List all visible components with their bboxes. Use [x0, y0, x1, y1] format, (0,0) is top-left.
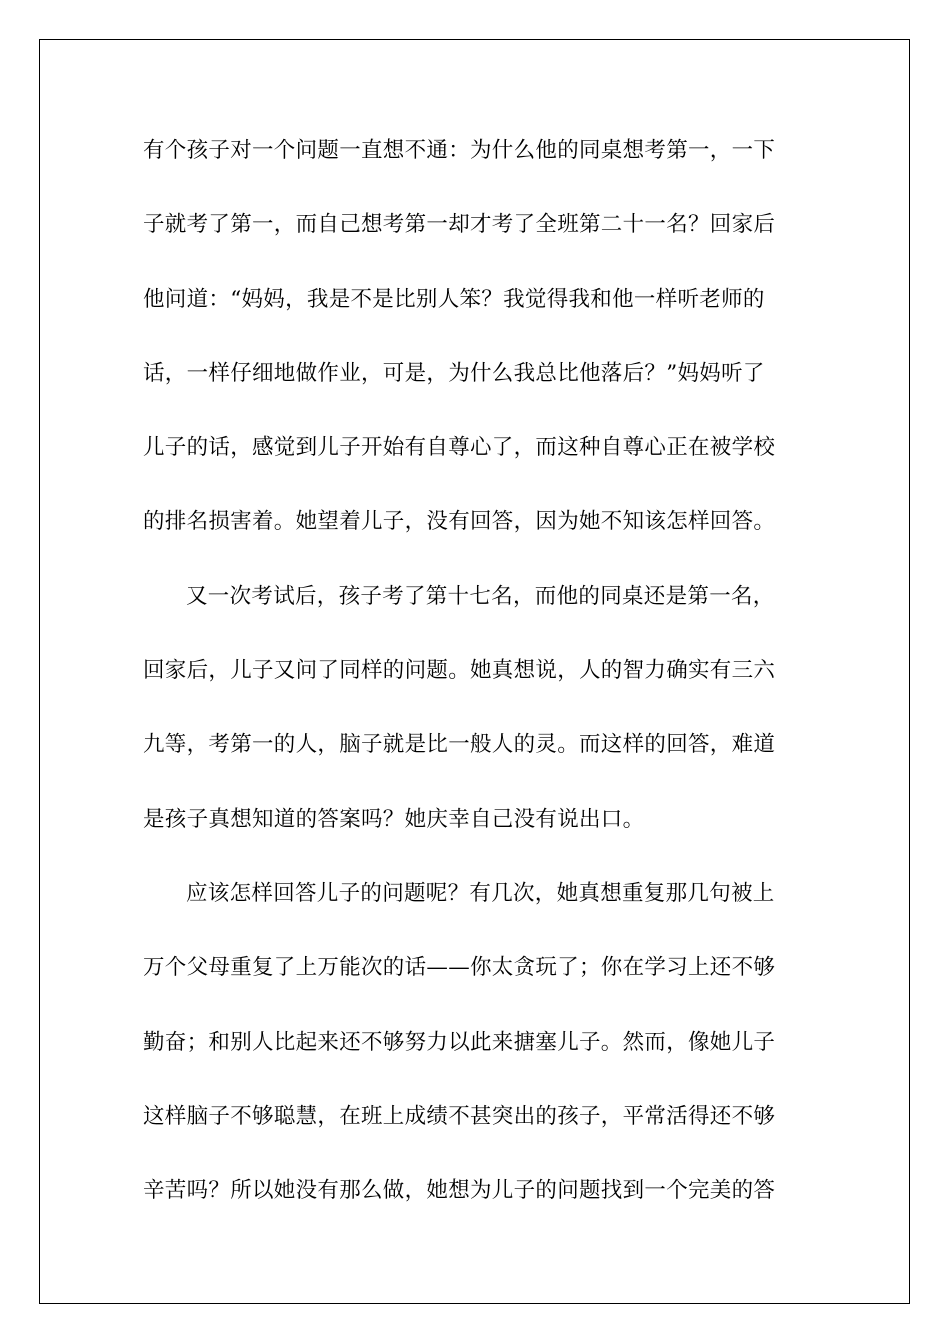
document-body	[143, 129, 803, 1243]
text-line: 话，一样仔细地做作业，可是，为什么我总比他落后？”妈妈听了	[143, 360, 765, 386]
text-line: 的排名损害着。她望着儿子，没有回答，因为她不知该怎样回答。	[143, 509, 776, 535]
text-line: 万个父母重复了上万能次的话——你太贪玩了；你在学习上还不够	[143, 955, 776, 981]
text-line: 九等，考第一的人，脑子就是比一般人的灵。而这样的回答，难道	[143, 732, 776, 758]
text-line: 辛苦吗？所以她没有那么做，她想为儿子的问题找到一个完美的答	[143, 1178, 776, 1204]
text-line: 他问道：“妈妈，我是不是比别人笨？我觉得我和他一样听老师的	[143, 286, 765, 312]
text-line: 儿子的话，感觉到儿子开始有自尊心了，而这种自尊心正在被学校	[143, 435, 776, 461]
text-line: 是孩子真想知道的答案吗？她庆幸自己没有说出口。	[143, 806, 645, 832]
text-line: 子就考了第一，而自己想考第一却才考了全班第二十一名？回家后	[143, 212, 776, 238]
text-line-paragraph-start: 应该怎样回答儿子的问题呢？有几次，她真想重复那几句被上	[186, 880, 775, 906]
text-line: 这样脑子不够聪慧，在班上成绩不甚突出的孩子，平常活得还不够	[143, 1103, 776, 1129]
text-line: 回家后，儿子又问了同样的问题。她真想说，人的智力确实有三六	[143, 658, 776, 684]
text-line-paragraph-start: 又一次考试后，孩子考了第十七名，而他的同桌还是第一名，	[186, 583, 775, 609]
text-line: 勤奋；和别人比起来还不够努力以此来搪塞儿子。然而，像她儿子	[143, 1029, 776, 1055]
text-line: 有个孩子对一个问题一直想不通：为什么他的同桌想考第一，一下	[143, 138, 776, 163]
